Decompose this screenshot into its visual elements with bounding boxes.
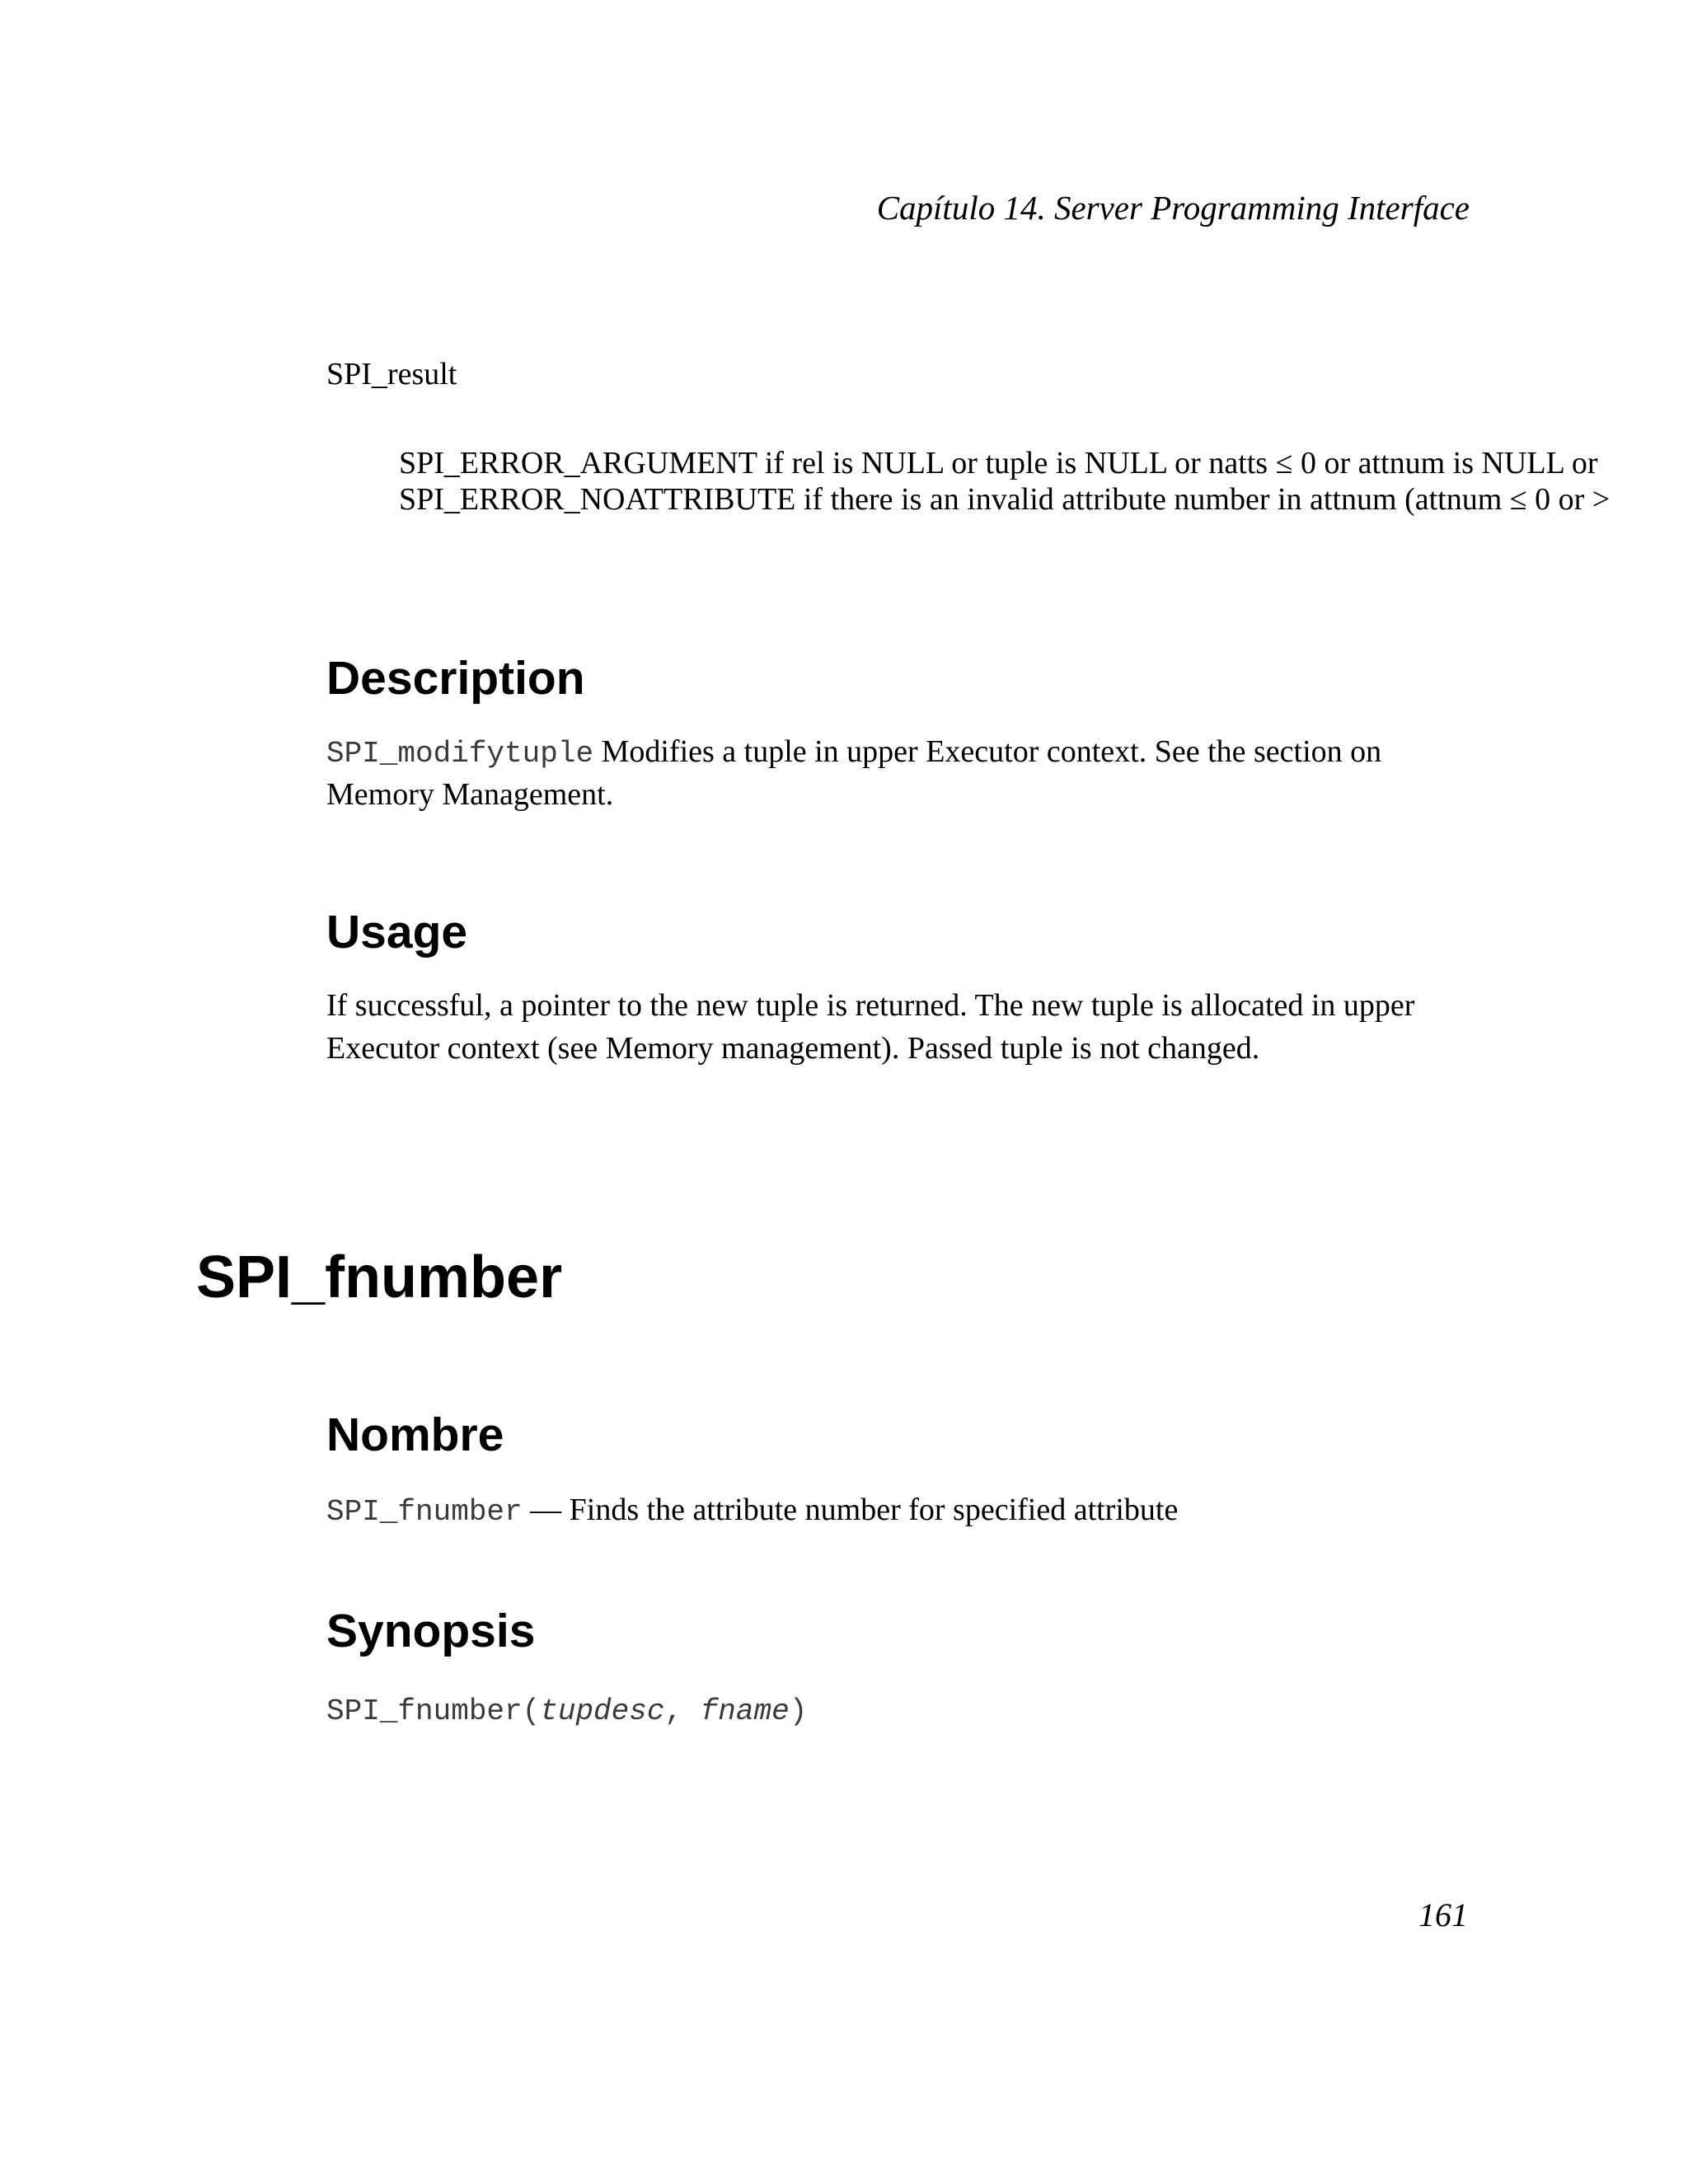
nombre-heading: Nombre — [326, 1408, 504, 1461]
synopsis-arg-tupdesc: tupdesc — [540, 1694, 665, 1728]
usage-text-line2: Executor context (see Memory management). Passed tuple is not changed. — [326, 1031, 1260, 1066]
synopsis-heading: Synopsis — [326, 1605, 536, 1657]
spi-result-error-noattribute: SPI_ERROR_NOATTRIBUTE if there is an invalid attribute number in attnum (attnum ≤ 0 or > — [399, 482, 1611, 517]
synopsis-code — [326, 1688, 807, 1733]
nombre-text: — Finds the attribute number for specified attribute — [522, 1493, 1179, 1527]
description-code: SPI_modifytuple — [326, 737, 594, 771]
synopsis-suffix: ) — [789, 1694, 808, 1728]
running-header: Capítulo 14. Server Programming Interface — [876, 189, 1470, 227]
description-text-line2: Memory Management. — [326, 777, 614, 812]
function-title: SPI_fnumber — [196, 1244, 563, 1310]
nombre-line — [326, 1488, 1178, 1534]
spi-result-label: SPI_result — [326, 357, 457, 391]
synopsis-arg-fname: fname — [700, 1694, 790, 1728]
nombre-code: SPI_fnumber — [326, 1495, 523, 1529]
synopsis-separator: , — [664, 1694, 701, 1728]
spi-result-error-argument: SPI_ERROR_ARGUMENT if rel is NULL or tuple is NULL or natts ≤ 0 or attnum is NULL or — [399, 446, 1598, 480]
description-paragraph-line1 — [326, 730, 1381, 776]
usage-text-line1: If successful, a pointer to the new tuple is returned. The new tuple is allocated in upper — [326, 988, 1415, 1023]
page-number: 161 — [1418, 1896, 1468, 1933]
description-heading: Description — [326, 652, 585, 705]
description-text-line1: Modifies a tuple in upper Executor context. See the section on — [593, 734, 1382, 769]
synopsis-prefix: SPI_fnumber( — [326, 1694, 541, 1728]
usage-heading: Usage — [326, 906, 468, 958]
